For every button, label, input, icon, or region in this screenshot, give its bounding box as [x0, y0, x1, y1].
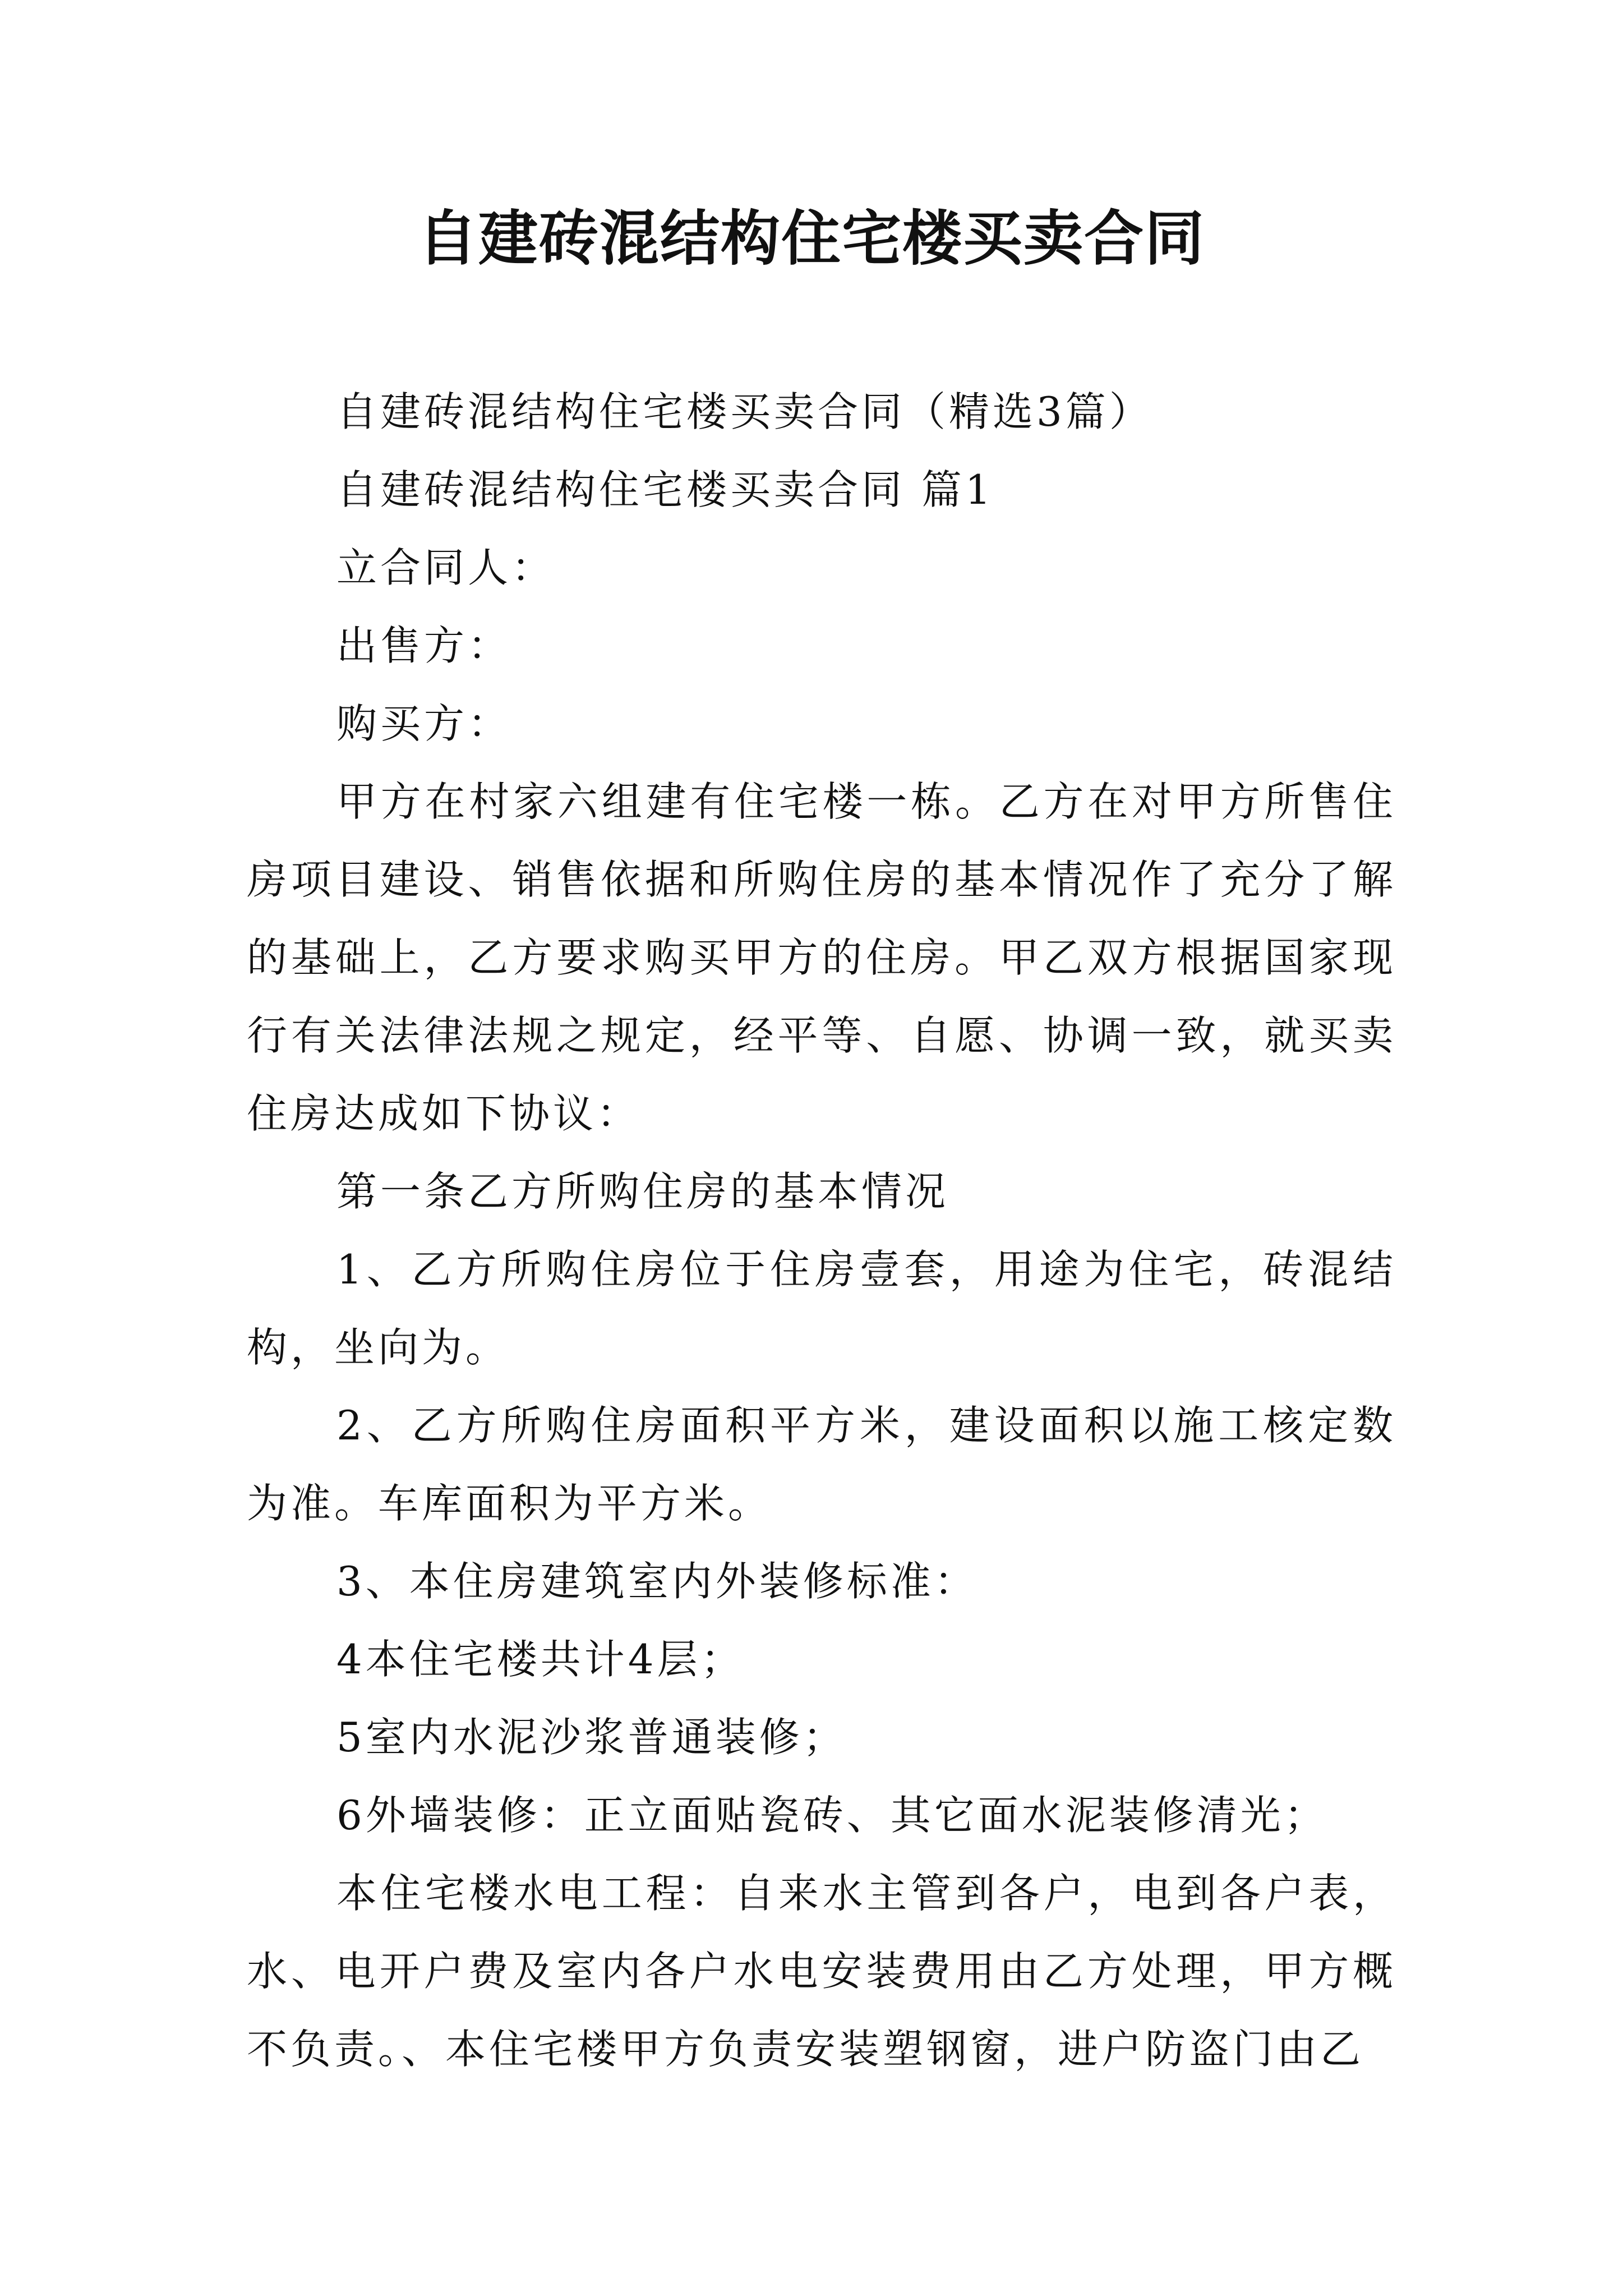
paragraph-preamble: 甲方在村家六组建有住宅楼一栋。乙方在对甲方所售住房项目建设、销售依据和所购住房的基本情况作了充分了解的基础上，乙方要求购买甲方的住房。甲乙双方根据国家现行有关法律法规之规定，经平等、自愿、协调一致，就买卖住房达成如下协议： — [247, 778, 1396, 1137]
paragraph-utilities: 本住宅楼水电工程：自来水主管到各户，电到各户表，水、电开户费及室内各户水电安装费用由乙方处理，甲方概不负责。、本住宅楼甲方负责安装塑钢窗，进户防盗门由乙 — [247, 1870, 1396, 2073]
paragraph-contract-parties: 立合同人： — [336, 544, 556, 591]
paragraph-article-one: 第一条乙方所购住房的基本情况 — [336, 1168, 949, 1215]
paragraph-item-1: 1、乙方所购住房位于住房壹套，用途为住宅，砖混结构，坐向为。 — [247, 1246, 1396, 1371]
document-title: 自建砖混结构住宅楼买卖合同 — [418, 203, 1205, 273]
document-body — [247, 373, 1396, 2088]
paragraph-buyer: 购买方： — [336, 700, 512, 747]
paragraph-item-6: 6外墙装修：正立面贴瓷砖、其它面水泥装修清光； — [336, 1792, 1328, 1839]
paragraph-subtitle: 自建砖混结构住宅楼买卖合同（精选3篇） — [336, 388, 1153, 435]
paragraph-seller: 出售方： — [336, 622, 512, 669]
paragraph-item-4: 4本住宅楼共计4层； — [336, 1636, 745, 1683]
paragraph-item-5: 5室内水泥沙浆普通装修； — [336, 1714, 847, 1761]
paragraph-item-3: 3、本住房建筑室内外装修标准： — [336, 1558, 978, 1605]
paragraph-item-2: 2、乙方所购住房面积平方米，建设面积以施工核定数为准。车库面积为平方米。 — [247, 1402, 1396, 1527]
paragraph-section-heading: 自建砖混结构住宅楼买卖合同 篇1 — [336, 466, 994, 513]
